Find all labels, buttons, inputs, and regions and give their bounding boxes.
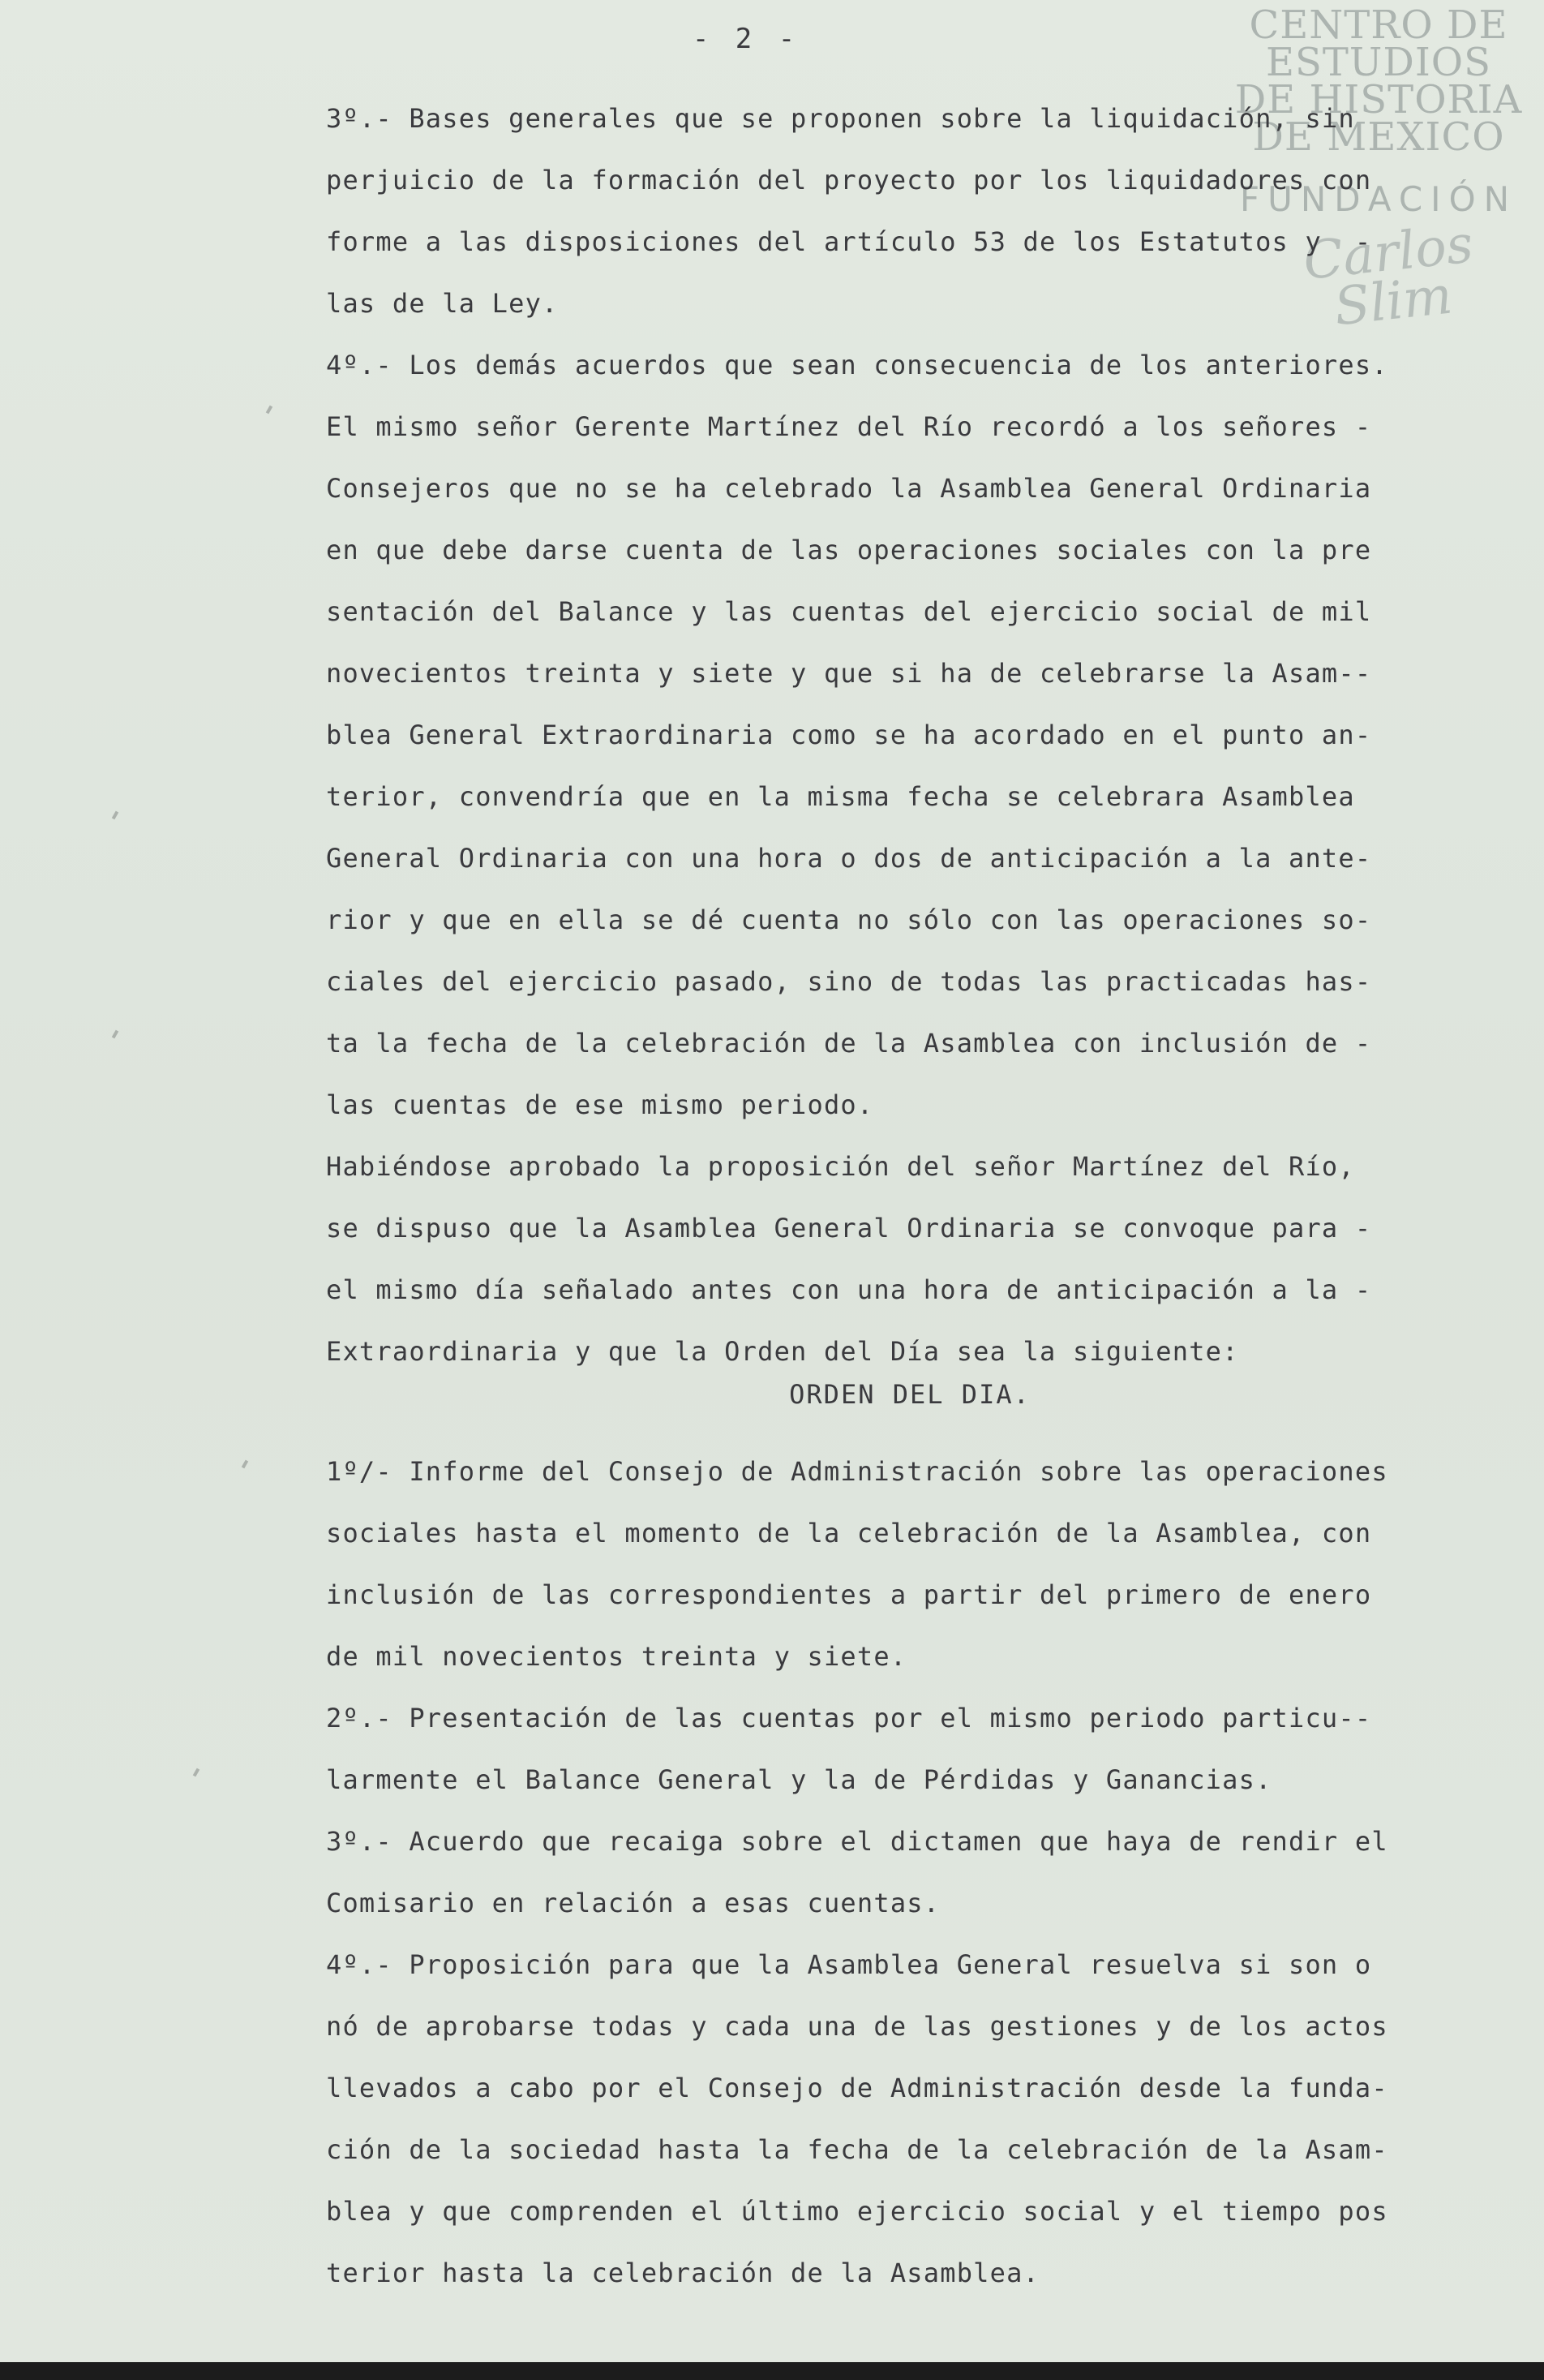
text-line: 3º.- Acuerdo que recaiga sobre el dictamen que haya de rendir el — [326, 1826, 1388, 1857]
text-line: blea General Extraordinaria como se ha acordado en el punto an- — [326, 720, 1372, 750]
text-line: en que debe darse cuenta de las operaciones sociales con la pre — [326, 535, 1372, 565]
scan-bottom-edge — [0, 2362, 1544, 2380]
text-line: terior, convendría que en la misma fecha se celebrara Asamblea — [326, 781, 1355, 812]
text-line: sociales hasta el momento de la celebración de la Asamblea, con — [326, 1518, 1372, 1549]
orden-del-dia-heading: ORDEN DEL DIA. — [789, 1379, 1031, 1410]
text-line: ción de la sociedad hasta la fecha de la celebración de la Asam- — [326, 2134, 1388, 2165]
text-line: Consejeros que no se ha celebrado la Asamblea General Ordinaria — [326, 473, 1372, 504]
text-line: 4º.- Proposición para que la Asamblea General resuelva si son o — [326, 1949, 1372, 1980]
text-line: nó de aprobarse todas y cada una de las gestiones y de los actos — [326, 2011, 1388, 2042]
text-line: ciales del ejercicio pasado, sino de todas las practicadas has- — [326, 966, 1372, 997]
text-line: las de la Ley. — [326, 288, 559, 319]
text-line: llevados a cabo por el Consejo de Administración desde la funda- — [326, 2073, 1388, 2103]
text-line: blea y que comprenden el último ejercicio social y el tiempo pos — [326, 2196, 1388, 2227]
text-line: sentación del Balance y las cuentas del ejercicio social de mil — [326, 596, 1372, 627]
text-line: 3º.- Bases generales que se proponen sobre la liquidación, sin — [326, 103, 1355, 134]
text-line: Comisario en relación a esas cuentas. — [326, 1888, 941, 1918]
body-text-part1 — [326, 88, 1494, 1382]
text-line: las cuentas de ese mismo periodo. — [326, 1089, 874, 1120]
text-line: El mismo señor Gerente Martínez del Río recordó a los señores - — [326, 411, 1372, 442]
text-line: terior hasta la celebración de la Asamblea. — [326, 2258, 1040, 2288]
text-line: perjuicio de la formación del proyecto por los liquidadores con — [326, 165, 1372, 195]
body-text-part2 — [326, 1441, 1510, 2304]
text-line: 1º/- Informe del Consejo de Administración sobre las operaciones — [326, 1456, 1388, 1487]
stamp-line-5: FUNDACIÓN — [1239, 179, 1518, 219]
text-line: forme a las disposiciones del artículo 53 de los Estatutos y - — [326, 226, 1372, 257]
text-line: ta la fecha de la celebración de la Asamblea con inclusión de - — [326, 1028, 1372, 1059]
text-line: de mil novecientos treinta y siete. — [326, 1641, 907, 1672]
text-line: larmente el Balance General y la de Pérdidas y Ganancias. — [326, 1764, 1272, 1795]
text-line: novecientos treinta y siete y que si ha de celebrarse la Asam-- — [326, 658, 1372, 689]
text-line: 2º.- Presentación de las cuentas por el mismo periodo particu-- — [326, 1703, 1372, 1733]
stamp-line-1: CENTRO DE — [1249, 2, 1508, 48]
text-line: General Ordinaria con una hora o dos de anticipación a la ante- — [326, 843, 1372, 874]
text-line: Habiéndose aprobado la proposición del señor Martínez del Río, — [326, 1151, 1355, 1182]
page-number: - 2 - — [692, 23, 800, 55]
text-line: se dispuso que la Asamblea General Ordinaria se convoque para - — [326, 1213, 1372, 1244]
stamp-line-4: DE MEXICO — [1252, 114, 1505, 160]
text-line: rior y que en ella se dé cuenta no sólo con las operaciones so- — [326, 904, 1372, 935]
stamp-line-3: DE HISTORIA — [1234, 77, 1523, 122]
text-line: inclusión de las correspondientes a partir del primero de enero — [326, 1579, 1372, 1610]
stamp-line-2: ESTUDIOS — [1265, 40, 1492, 85]
text-line: el mismo día señalado antes con una hora de anticipación a la - — [326, 1274, 1372, 1305]
text-line: 4º.- Los demás acuerdos que sean consecuencia de los anteriores. — [326, 350, 1388, 380]
stamp-signature: Carlos Slim — [1300, 214, 1476, 338]
text-line: Extraordinaria y que la Orden del Día sea la siguiente: — [326, 1336, 1239, 1367]
